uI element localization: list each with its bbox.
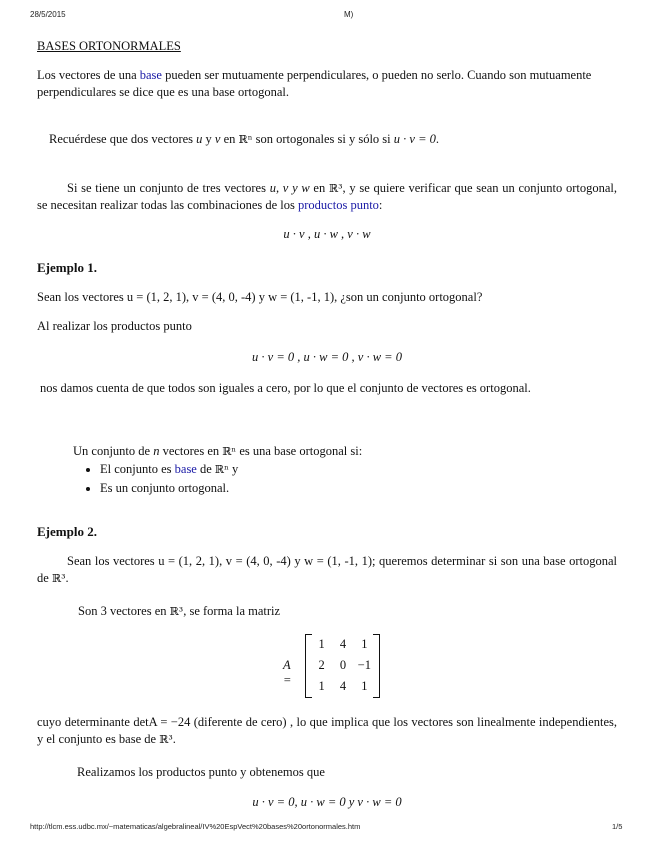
base-link[interactable]: base <box>139 68 162 82</box>
ejemplo1-vectors: Sean los vectores u = (1, 2, 1), v = (4, 0, -4) y w = (1, -1, 1), ¿son un conjunto ortogonal? <box>37 290 483 304</box>
dot-product-combinations: u · v , u · w , v · w <box>283 227 371 241</box>
definition-bullet-base: • El conjunto es base de ℝⁿ y <box>100 460 600 479</box>
footer-page-number: 1/5 <box>612 822 623 831</box>
matrix-row: 1 4 1 <box>318 637 368 651</box>
ejemplo2-matrix-intro: Son 3 vectores en ℝ³, se forma la matriz <box>78 604 281 618</box>
productos-punto-link[interactable]: productos punto <box>298 198 379 212</box>
ejemplo2-determinant: cuyo determinante detA = −24 (diferente de cero) , lo que implica que los vectores son linealmente independientes, y el conjunto es base de ℝ³. <box>37 715 617 746</box>
ejemplo2-vectors: Sean los vectores u = (1, 2, 1), v = (4, 0, -4) y w = (1, -1, 1); queremos determinar si son una base ortogonal de ℝ³. <box>37 554 617 585</box>
ejemplo1-heading: Ejemplo 1. <box>37 260 97 275</box>
paragraph-intro: Los vectores de una base pueden ser mutuamente perpendiculares, o pueden no serlo. Cuando son mutuamente perpendiculares se dice que es una base ortogonal. <box>37 68 592 99</box>
ejemplo1-dot-intro: Al realizar los productos punto <box>37 319 192 333</box>
definition-list <box>20 460 600 498</box>
matrix-lhs: A = <box>283 658 292 687</box>
matrix-row: 2 0 −1 <box>318 658 371 672</box>
footer-url: http://tlcm.ess.udbc.mx/~matematicas/algebralineal/IV%20EspVect%20bases%20ortonormales.htm <box>30 822 361 831</box>
paragraph-three-vectors: Si se tiene un conjunto de tres vectores u, v y w en ℝ³, y se quiere verificar que sean un conjunto ortogonal, se necesitan realizar todas las combinaciones de los productos punto: <box>37 181 617 212</box>
page-title: BASES ORTONORMALES <box>37 39 181 53</box>
ejemplo1-conclusion: nos damos cuenta de que todos son iguales a cero, por lo que el conjunto de vectores es ortogonal. <box>40 381 531 395</box>
matrix-row: 1 4 1 <box>318 679 368 693</box>
definition-intro: Un conjunto de n vectores en ℝⁿ es una base ortogonal si: <box>73 444 363 458</box>
definition-bullet-orthogonal: • Es un conjunto ortogonal. <box>100 479 600 498</box>
ejemplo2-heading: Ejemplo 2. <box>37 524 97 539</box>
ejemplo2-dot-intro: Realizamos los productos punto y obtenemos que <box>77 765 325 779</box>
base-link-2[interactable]: base <box>174 462 197 476</box>
ejemplo2-equations: u · v = 0, u · w = 0 y v · w = 0 <box>252 795 402 809</box>
header-center: M) <box>344 10 354 19</box>
orthogonality-equation: u · v = 0 <box>393 132 436 146</box>
header-date: 28/5/2015 <box>30 10 66 19</box>
matrix-right-bracket <box>373 634 380 698</box>
ejemplo1-equations: u · v = 0 , u · w = 0 , v · w = 0 <box>252 350 402 364</box>
paragraph-orthogonal-def: Recuérdese que dos vectores u y v en ℝⁿ son ortogonales si y sólo si u · v = 0. <box>49 132 440 146</box>
